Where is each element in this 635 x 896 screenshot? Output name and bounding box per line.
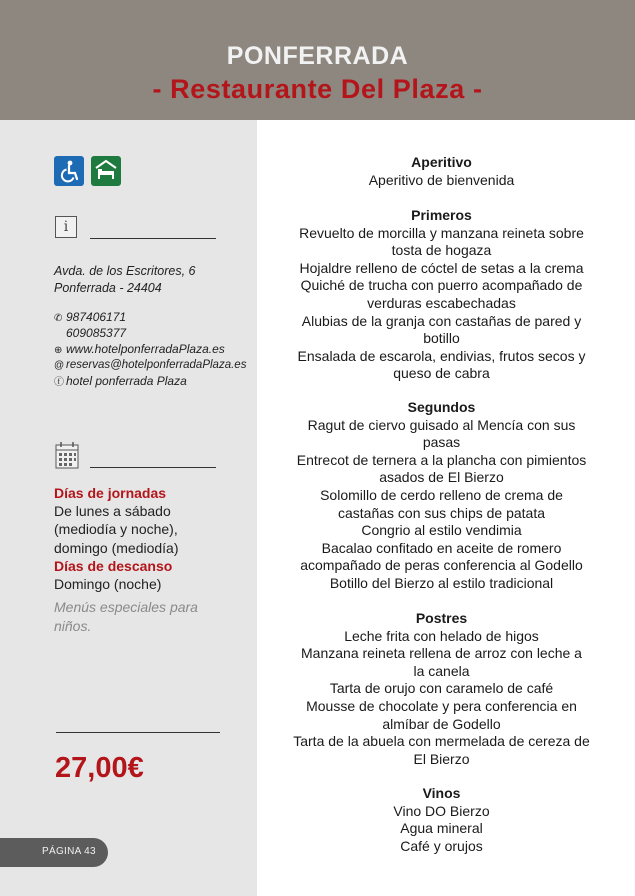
- menu-item: Botillo del Bierzo al estilo tradicional: [329, 574, 554, 591]
- wheelchair-accessible-icon: [54, 156, 84, 186]
- menu-item: queso de cabra: [393, 365, 490, 382]
- phone-2[interactable]: 609085377: [66, 326, 127, 340]
- menu-item: asados de El Bierzo: [379, 469, 504, 486]
- menu-item: Mousse de chocolate y pera conferencia en: [306, 697, 577, 714]
- menu-section-primeros: [284, 207, 599, 383]
- address-line-2: Ponferrada - 24404: [54, 281, 162, 295]
- menu-item: Revuelto de morcilla y manzana reineta sobre: [299, 224, 584, 241]
- section-title: Segundos: [407, 399, 476, 415]
- phone-1[interactable]: ✆ 987406171: [54, 309, 126, 327]
- menu-item: almíbar de Godello: [382, 715, 501, 732]
- rest-days-line: Domingo (noche): [54, 576, 162, 592]
- page-number-badge: [0, 838, 108, 867]
- section-title: Vinos: [422, 785, 461, 801]
- menu-item: tosta de hogaza: [391, 242, 492, 259]
- working-days-line: De lunes a sábado: [54, 503, 171, 519]
- menu-item: Manzana reineta rellena de arroz con leche a: [301, 645, 582, 662]
- menu-item: Tarta de la abuela con mermelada de cereza de: [293, 733, 590, 750]
- facebook-icon: ⓕ: [54, 377, 64, 388]
- menu-section-postres: [284, 610, 599, 768]
- menu-item: Hojaldre relleno de cóctel de setas a la crema: [299, 259, 584, 276]
- menu-item: Tarta de orujo con caramelo de café: [329, 680, 554, 697]
- section-title: Aperitivo: [411, 154, 472, 170]
- rest-days-title: Días de descanso: [54, 558, 173, 574]
- divider: [56, 732, 220, 733]
- menu-section-vinos: [284, 785, 599, 855]
- address-line-1: Avda. de los Escritores, 6: [54, 264, 196, 278]
- working-days-line: domingo (mediodía): [54, 540, 179, 556]
- menu-item: pasas: [422, 434, 461, 451]
- special-menus-note: niños.: [54, 618, 92, 634]
- special-menus-note: Menús especiales para: [54, 599, 198, 615]
- website-link[interactable]: ⊕ www.hotelponferradaPlaza.es: [54, 341, 225, 359]
- info-icon: i: [55, 216, 77, 238]
- calendar-icon: [55, 441, 79, 469]
- section-title: Postres: [415, 610, 468, 626]
- menu-item: Leche frita con helado de higos: [344, 627, 539, 644]
- menu-item: Bacalao confitado en aceite de romero: [321, 539, 562, 556]
- menu-item: El Bierzo: [413, 750, 470, 767]
- restaurant-title: - Restaurante Del Plaza -: [152, 74, 483, 104]
- header-banner: [0, 0, 635, 120]
- city-title: PONFERRADA: [226, 42, 409, 70]
- menu-item: castañas con sus chips de patata: [337, 504, 546, 521]
- globe-icon: ⊕: [54, 345, 63, 356]
- menu-price: 27,00€: [55, 752, 144, 784]
- menu-item: Solomillo de cerdo relleno de crema de: [320, 486, 563, 503]
- menu-item: verduras escabechadas: [367, 294, 516, 311]
- working-days-line: (mediodía y noche),: [54, 521, 178, 537]
- menu-item: Congrio al estilo vendimia: [361, 522, 522, 539]
- menu-item: botillo: [423, 330, 460, 347]
- email-link[interactable]: @ reservas@hotelponferradaPlaza.es: [54, 357, 246, 374]
- hotel-bed-icon: [91, 156, 121, 186]
- menu-section-segundos: [284, 399, 599, 593]
- phone-icon: ✆: [54, 313, 63, 324]
- menu-item: Vino DO Bierzo: [393, 802, 490, 819]
- page-number: PÁGINA 43: [42, 846, 96, 857]
- menu-item: acompañado de peras conferencia al Godello: [300, 557, 583, 574]
- menu-section-aperitivo: [284, 154, 599, 189]
- divider: [90, 467, 216, 468]
- menu-item: Aperitivo de bienvenida: [368, 171, 515, 188]
- menu-item: Entrecot de ternera a la plancha con pimientos: [296, 451, 587, 468]
- menu-item: Ragut de ciervo guisado al Mencía con sus: [307, 416, 576, 433]
- menu-item: Agua mineral: [400, 820, 483, 837]
- menu-item: Café y orujos: [400, 837, 483, 854]
- working-days-title: Días de jornadas: [54, 485, 167, 501]
- menu-item: la canela: [413, 662, 470, 679]
- menu-item: Quiché de trucha con puerro acompañado de: [300, 277, 583, 294]
- at-icon: @: [54, 360, 65, 371]
- menu-item: Alubias de la granja con castañas de pared y: [301, 312, 582, 329]
- divider: [90, 238, 216, 239]
- menu-item: Ensalada de escarola, endivias, frutos secos y: [297, 347, 586, 364]
- facebook-link[interactable]: ⓕ hotel ponferrada Plaza: [54, 373, 187, 391]
- section-title: Primeros: [411, 207, 472, 223]
